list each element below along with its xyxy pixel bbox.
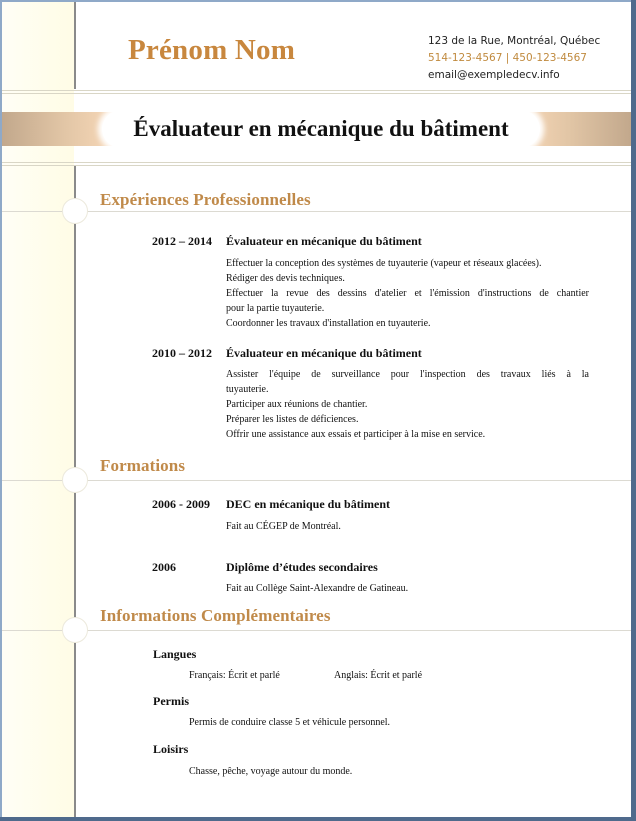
entry-line: Participer aux réunions de chantier. <box>226 399 368 410</box>
section-title-additional: Informations Complémentaires <box>100 606 331 625</box>
entry-description <box>226 367 589 442</box>
hobbies-label: Loisirs <box>153 742 189 756</box>
hobbies-text: Chasse, pêche, voyage autour du monde. <box>189 766 353 777</box>
entry-title: DEC en mécanique du bâtiment <box>226 497 391 511</box>
entry-dates: 2006 <box>152 560 176 574</box>
entry-line: Effectuer la revue des dessins d'atelier et l'émission d'instructions de chantier <box>226 288 589 299</box>
contact-block <box>428 33 600 84</box>
entry-line: Préparer les listes de déficiences. <box>226 414 359 425</box>
entry-title: Diplôme d’études secondaires <box>226 560 378 574</box>
entry-detail: Fait au Collège Saint-Alexandre de Gatineau. <box>226 583 409 594</box>
section-node-circle <box>62 617 88 643</box>
license-text: Permis de conduire classe 5 et véhicule personnel. <box>189 717 391 728</box>
section-title-experience: Expériences Professionnelles <box>100 190 311 209</box>
entry-line: pour la partie tuyauterie. <box>226 303 325 314</box>
entry-line: Assister l'équipe de surveillance pour l'inspection des travaux liés à la <box>226 369 589 380</box>
contact-email: email@exempledecv.info <box>428 69 560 81</box>
section-node-circle <box>62 467 88 493</box>
language-french: Français: Écrit et parlé <box>189 670 280 681</box>
vertical-rule-top <box>74 2 76 89</box>
contact-phones: 514-123-4567 | 450-123-4567 <box>428 52 587 64</box>
entry-line: Offrir une assistance aux essais et participer à la mise en service. <box>226 429 486 440</box>
divider-line <box>2 93 631 94</box>
contact-address: 123 de la Rue, Montréal, Québec <box>428 35 601 47</box>
entry-dates: 2012 – 2014 <box>152 234 212 248</box>
job-title-banner: Évaluateur en mécanique du bâtiment <box>133 116 509 141</box>
section-rule <box>2 480 631 481</box>
divider-line <box>2 165 631 166</box>
license-label: Permis <box>153 694 189 708</box>
divider-line <box>2 90 631 91</box>
page-shadow-right <box>631 0 636 821</box>
languages-label: Langues <box>153 647 197 661</box>
section-node-circle <box>62 198 88 224</box>
resume-page <box>2 2 631 817</box>
divider-line <box>2 162 631 163</box>
entry-line: Coordonner les travaux d'installation en tuyauterie. <box>226 318 431 329</box>
candidate-name: Prénom Nom <box>128 34 296 66</box>
section-rule <box>2 211 631 212</box>
entry-detail: Fait au CÉGEP de Montréal. <box>226 521 341 532</box>
entry-title: Évaluateur en mécanique du bâtiment <box>226 346 422 360</box>
entry-dates: 2010 – 2012 <box>152 346 212 360</box>
entry-line: Rédiger des devis techniques. <box>226 273 345 284</box>
entry-description <box>226 256 589 331</box>
entry-line: Effectuer la conception des systèmes de tuyauterie (vapeur et réseaux glacées). <box>226 258 542 269</box>
entry-dates: 2006 - 2009 <box>152 497 210 511</box>
page-shadow-bottom <box>0 817 636 821</box>
language-english: Anglais: Écrit et parlé <box>334 670 423 681</box>
entry-line: tuyauterie. <box>226 384 269 395</box>
entry-title: Évaluateur en mécanique du bâtiment <box>226 234 422 248</box>
section-title-education: Formations <box>100 456 186 475</box>
section-rule <box>2 630 631 631</box>
